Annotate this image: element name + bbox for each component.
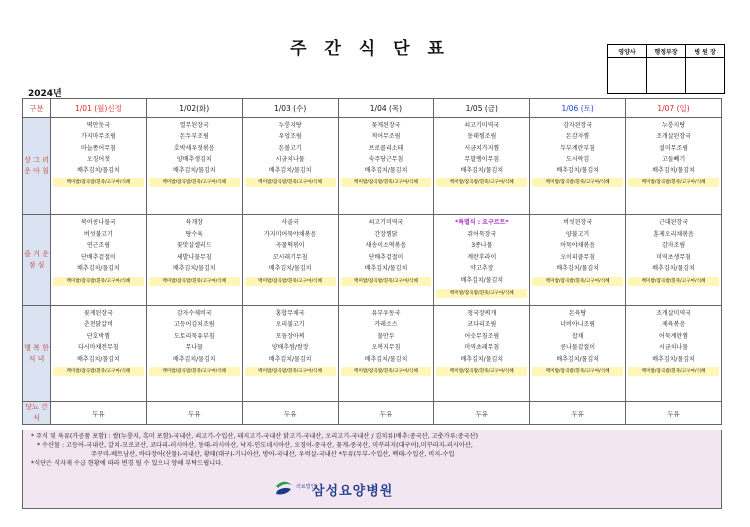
nutrition-note: 백미밥/잡곡밥/흰죽/고구마/식혜 <box>341 367 432 376</box>
menu-item: 춘천닭갈비 <box>83 321 113 329</box>
menu-item: 모듬장아찌 <box>275 332 305 340</box>
menu-item: 고등어김치조림 <box>173 321 215 329</box>
approval-box <box>607 44 725 94</box>
menu-item: 너비아니조림 <box>560 321 596 329</box>
menu-item: 홍합무채국 <box>275 310 305 317</box>
menu-item: 연근조림 <box>86 242 111 250</box>
meal-cell <box>626 215 722 306</box>
hospital-name: 삼성요양병원 <box>312 483 394 499</box>
snack-cell: 두유 <box>242 402 338 425</box>
menu-item: 청국장찌개 <box>467 310 497 317</box>
nutrition-note: 백미밥/잡곡밥/흰죽/고구마/식혜 <box>245 367 336 376</box>
menu-item: 콩나물겉절이 <box>560 344 596 352</box>
approval-sign-box <box>686 58 725 94</box>
snack-label: 당뇨 간식 <box>23 402 51 425</box>
menu-item: 새송이소떡볶음 <box>365 242 407 250</box>
nutrition-note: 백미밥/잡곡밥/흰죽/고구마/식혜 <box>53 367 144 376</box>
nutrition-note: 백미밥/잡곡밥/흰죽/고구마/식혜 <box>532 277 623 286</box>
menu-item: 숙주당근무침 <box>368 155 404 163</box>
meal-cell <box>242 118 338 215</box>
menu-item: 누룽지탕 <box>278 122 302 129</box>
day-header: 1/06 (토) <box>530 99 626 118</box>
approval-sign-box <box>647 58 686 94</box>
menu-item: 배추김치/물김치 <box>77 167 120 175</box>
year-label: 2024년 <box>28 89 62 99</box>
nutrition-note: 백미밥/잡곡밥/흰죽/고구마/식혜 <box>532 178 623 187</box>
menu-item: 꽃게된장국 <box>371 122 401 129</box>
snack-cell: 두유 <box>146 402 242 425</box>
meal-cell <box>434 306 530 402</box>
snack-cell: 두유 <box>51 402 147 425</box>
menu-item: 단호박찜 <box>86 332 111 340</box>
approval-sign-box <box>608 58 647 94</box>
snack-cell: 두유 <box>626 402 722 425</box>
menu-table <box>22 98 722 425</box>
meal-cell <box>530 118 626 215</box>
nutrition-note: 백미밥/잡곡밥/흰죽/고구마/식혜 <box>53 277 144 286</box>
nutrition-note: 백미밥/잡곡밥/흰죽/고구마/식혜 <box>628 277 719 286</box>
menu-item: 배추김치/물김치 <box>556 167 599 175</box>
menu-item: 근대된장국 <box>659 219 689 226</box>
menu-item: 가지미어묵야채볶음 <box>264 230 317 238</box>
table-corner: 구분 <box>23 99 51 118</box>
menu-item: 고들빼기 <box>661 155 686 163</box>
meal-cell <box>51 215 147 306</box>
snack-cell: 두유 <box>338 402 434 425</box>
menu-item: 양불고기 <box>566 230 590 238</box>
menu-item: 감자수제비국 <box>176 310 212 317</box>
nutrition-note: 백미밥/잡곡밥/흰죽/고구마/식혜 <box>628 367 719 376</box>
menu-item: 배추김치/물김치 <box>77 355 120 363</box>
approval-label: 병 원 장 <box>686 45 725 58</box>
menu-item: 누룽지탕 <box>661 122 686 129</box>
meal-cell <box>338 215 434 306</box>
meal-cell <box>338 306 434 402</box>
menu-item: 물만두 <box>377 332 395 340</box>
menu-item: 적어무조림 <box>371 133 401 141</box>
meal-cell <box>51 118 147 215</box>
note-line: 주꾸미-베트남산, 바다장어(산물)-국내산, 황태(대구)-기니아산, 방어-국내산, 우럭살-국내산 *두류(두부-수입산, 백태-수입산, 비지-수입 <box>91 451 455 458</box>
meal-cell <box>530 215 626 306</box>
nutrition-note: 백미밥/잡곡밥/흰죽/고구마/식혜 <box>436 178 527 187</box>
menu-item: 조개살미역국 <box>656 310 691 317</box>
menu-item: 다시마채전무침 <box>78 344 119 352</box>
menu-item: 오이피클무침 <box>560 253 596 261</box>
menu-item: 호박새우젓볶음 <box>173 144 215 152</box>
menu-item: 배추김치/물김치 <box>556 265 599 273</box>
menu-item: 도시락김 <box>566 155 590 163</box>
meal-cell <box>146 215 242 306</box>
menu-item: 배추김치/물김치 <box>652 355 695 363</box>
menu-item: 브로콜리소테 <box>368 144 404 152</box>
meal-cell <box>434 118 530 215</box>
menu-item: 도토리묵유부침 <box>173 332 215 340</box>
nutrition-note: 백미밥/잡곡밥/흰죽/고구마/식혜 <box>341 277 432 286</box>
menu-item: 오징어젓 <box>86 155 111 163</box>
menu-item: 탕수육 <box>185 230 203 238</box>
meal-label: 행 복 한 저 녁 <box>23 306 51 402</box>
menu-item: 배추김치/물김치 <box>77 265 120 273</box>
menu-item: 시금치가지찜 <box>464 144 500 152</box>
menu-item: 사골국 <box>281 219 299 226</box>
nutrition-note: 백미밥/잡곡밥/흰죽/고구마/식혜 <box>532 367 623 376</box>
menu-item: 돈볼고기 <box>278 144 302 152</box>
menu-item: 오리불고기 <box>275 321 305 329</box>
menu-item: 시금치나물 <box>275 155 305 163</box>
meal-cell <box>146 306 242 402</box>
meal-label: 즐 거 운 점 심 <box>23 215 51 306</box>
menu-item: 배추김치/물김치 <box>364 167 408 175</box>
menu-item: 우엉조림 <box>278 133 302 141</box>
menu-item: 감자된장국 <box>563 122 593 129</box>
page-title: 주 간 식 단 표 <box>290 39 450 59</box>
approval-label: 행정부장 <box>647 45 686 58</box>
day-header: 1/02(화) <box>146 99 242 118</box>
menu-item: 마늘쫑어무침 <box>81 144 116 152</box>
note-line: *식단은 식자재 수급 현황에 따라 변경 될 수 있으니 양해 부탁드립니다. <box>31 460 224 467</box>
menu-item: 무나물 <box>185 344 203 352</box>
menu-item: 배추김치/물김치 <box>268 355 312 363</box>
meal-cell <box>434 215 530 306</box>
nutrition-note: 백미밥/잡곡밥/흰죽/고구마/식혜 <box>149 277 240 286</box>
special-menu: *특별식 : 요구르트* <box>455 219 509 226</box>
meal-cell <box>626 118 722 215</box>
menu-item: 3종나물 <box>471 242 493 250</box>
menu-item: 잡채 <box>571 332 584 340</box>
menu-item: 어묵야채볶음 <box>560 242 596 250</box>
nutrition-note: 백미밥/잡곡밥/흰죽/고구마/식혜 <box>149 367 240 376</box>
menu-item: 단배추겉절이 <box>368 253 404 261</box>
note-line: * 수산물 : 고등어-국내산, 갈치-모로코산, 코다리-러시아산, 동태-러시아산, 낙지-인도네시아산, 오징어-중국산, 꽃게-중국산, 미꾸라지(대구어),미꾸라지-러시아산, <box>37 442 473 449</box>
menu-item: 훈제오리채볶음 <box>653 230 694 238</box>
menu-item: 간장찜닭 <box>374 230 398 238</box>
meal-label: 상 그 러 운 아 침 <box>23 118 51 215</box>
menu-item: 단배추겉절이 <box>81 253 116 261</box>
menu-item: 배추김치/물김치 <box>268 167 312 175</box>
menu-item: 약고추장 <box>470 265 494 273</box>
nutrition-note: 백미밥/잡곡밥/흰죽/고구마/식혜 <box>245 277 336 286</box>
menu-item: 미역초레무침 <box>464 344 500 352</box>
menu-item: 제육볶음 <box>661 321 686 329</box>
menu-item: 돈감자찜 <box>566 133 590 141</box>
menu-item: 두부계란부침 <box>560 144 596 152</box>
meal-cell <box>338 118 434 215</box>
menu-item: 배추김치/물김치 <box>172 355 216 363</box>
menu-item: 동태찜조림 <box>467 133 497 141</box>
hospital-logo-icon <box>274 480 294 498</box>
meal-cell <box>146 118 242 215</box>
menu-item: 배추김치/물김치 <box>172 167 216 175</box>
snack-cell: 두유 <box>434 402 530 425</box>
menu-item: 배추김치/물김치 <box>460 355 504 363</box>
snack-cell: 두유 <box>530 402 626 425</box>
menu-item: 카레소스 <box>374 321 398 329</box>
menu-item: 배추김치/물김치 <box>460 167 504 175</box>
meal-cell <box>242 306 338 402</box>
nutrition-note: 백미밥/잡곡밥/흰죽/고구마/식혜 <box>149 178 240 187</box>
menu-item: 어슷무침조림 <box>464 332 500 340</box>
menu-item: 배추김치/물김치 <box>652 265 695 273</box>
day-header: 1/04 (목) <box>338 99 434 118</box>
menu-item: 배추김치/물김치 <box>172 265 216 273</box>
meal-cell <box>626 306 722 402</box>
menu-item: 버섯된장국 <box>563 219 593 226</box>
menu-item: 배추김치/물김치 <box>364 265 408 273</box>
menu-item: 돈육탕 <box>568 310 587 317</box>
menu-item: 쇠고기미역국 <box>464 122 500 129</box>
menu-item: 떡만둣국 <box>86 122 111 129</box>
menu-item: 육개장 <box>185 219 203 226</box>
menu-item: 미역초생무침 <box>656 253 691 261</box>
meal-cell <box>51 306 147 402</box>
note-line: * 주식 및 육류(가공품 포함) : 쌀(누룽지, 흑미 포함)-국내산, 쇠고기-수입산, 돼지고기-국내산 닭고기-국내산, 오리고기-국내산 / 김치류(배추:중국산, 고춧가루:중국산) <box>31 433 478 440</box>
menu-item: 계란후라이 <box>467 253 497 261</box>
day-header: 1/03 (수) <box>242 99 338 118</box>
menu-item: 설미무조림 <box>659 144 689 152</box>
nutrition-note: 백미밥/잡곡밥/흰죽/고구마/식혜 <box>628 178 719 187</box>
day-header: 1/05 (금) <box>434 99 530 118</box>
menu-item: 유부우동국 <box>371 310 401 317</box>
nutrition-note: 백미밥/잡곡밥/흰죽/고구마/식혜 <box>436 367 527 376</box>
hospital-logo <box>274 478 393 500</box>
menu-item: 감자조림 <box>661 242 686 250</box>
menu-item: 가지마무조림 <box>81 133 116 141</box>
menu-item: 곡물떡볶이 <box>275 242 305 250</box>
menu-item: 세발나물무침 <box>176 253 212 261</box>
menu-item: 쇠고기미역국 <box>368 219 404 226</box>
menu-item: 코다리조림 <box>467 321 497 329</box>
nutrition-note: 백미밥/잡곡밥/흰죽/고구마/식혜 <box>436 289 527 298</box>
meal-cell <box>530 306 626 402</box>
nutrition-note: 백미밥/잡곡밥/흰죽/고구마/식혜 <box>341 178 432 187</box>
menu-item: 배추김치/물김치 <box>556 355 599 363</box>
approval-label: 영양사 <box>608 45 647 58</box>
meal-cell <box>242 215 338 306</box>
menu-item: 배추김치/물김치 <box>364 355 408 363</box>
menu-item: 꽃맛살샐러드 <box>176 242 212 250</box>
menu-item: 북어콩나물국 <box>81 219 116 226</box>
menu-item: 버섯불고기 <box>83 230 113 238</box>
nutrition-note: 백미밥/잡곡밥/흰죽/고구마/식혜 <box>245 178 336 187</box>
menu-item: 돈두부조림 <box>179 133 209 141</box>
menu-item: 열무된장국 <box>179 122 209 129</box>
menu-item: 양배추쌈/쌈장 <box>271 344 309 352</box>
menu-item: 어묵계란찜 <box>659 332 689 340</box>
menu-item: 양배추생김치 <box>176 155 212 163</box>
menu-item: 배추김치/물김치 <box>652 167 695 175</box>
menu-item: 오복지무침 <box>371 344 401 352</box>
menu-item: 무말랭이무침 <box>464 155 500 163</box>
menu-item: 쥐어묵장국 <box>467 230 497 238</box>
menu-item: 배추김치/물김치 <box>268 265 312 273</box>
menu-item: 꼬시래기무침 <box>272 253 308 261</box>
menu-item: 시금치나물 <box>659 344 689 352</box>
hospital-logo-sub: 의료법인 <box>296 484 316 490</box>
menu-item: 배추김치/물김치 <box>460 276 504 284</box>
nutrition-note: 백미밥/잡곡밥/흰죽/고구마/식혜 <box>53 178 144 187</box>
day-header: 1/01 (월)신정 <box>51 99 147 118</box>
menu-item: 조개살된장국 <box>656 133 691 141</box>
menu-item: 꽃게된장국 <box>83 310 113 317</box>
day-header: 1/07 (일) <box>626 99 722 118</box>
